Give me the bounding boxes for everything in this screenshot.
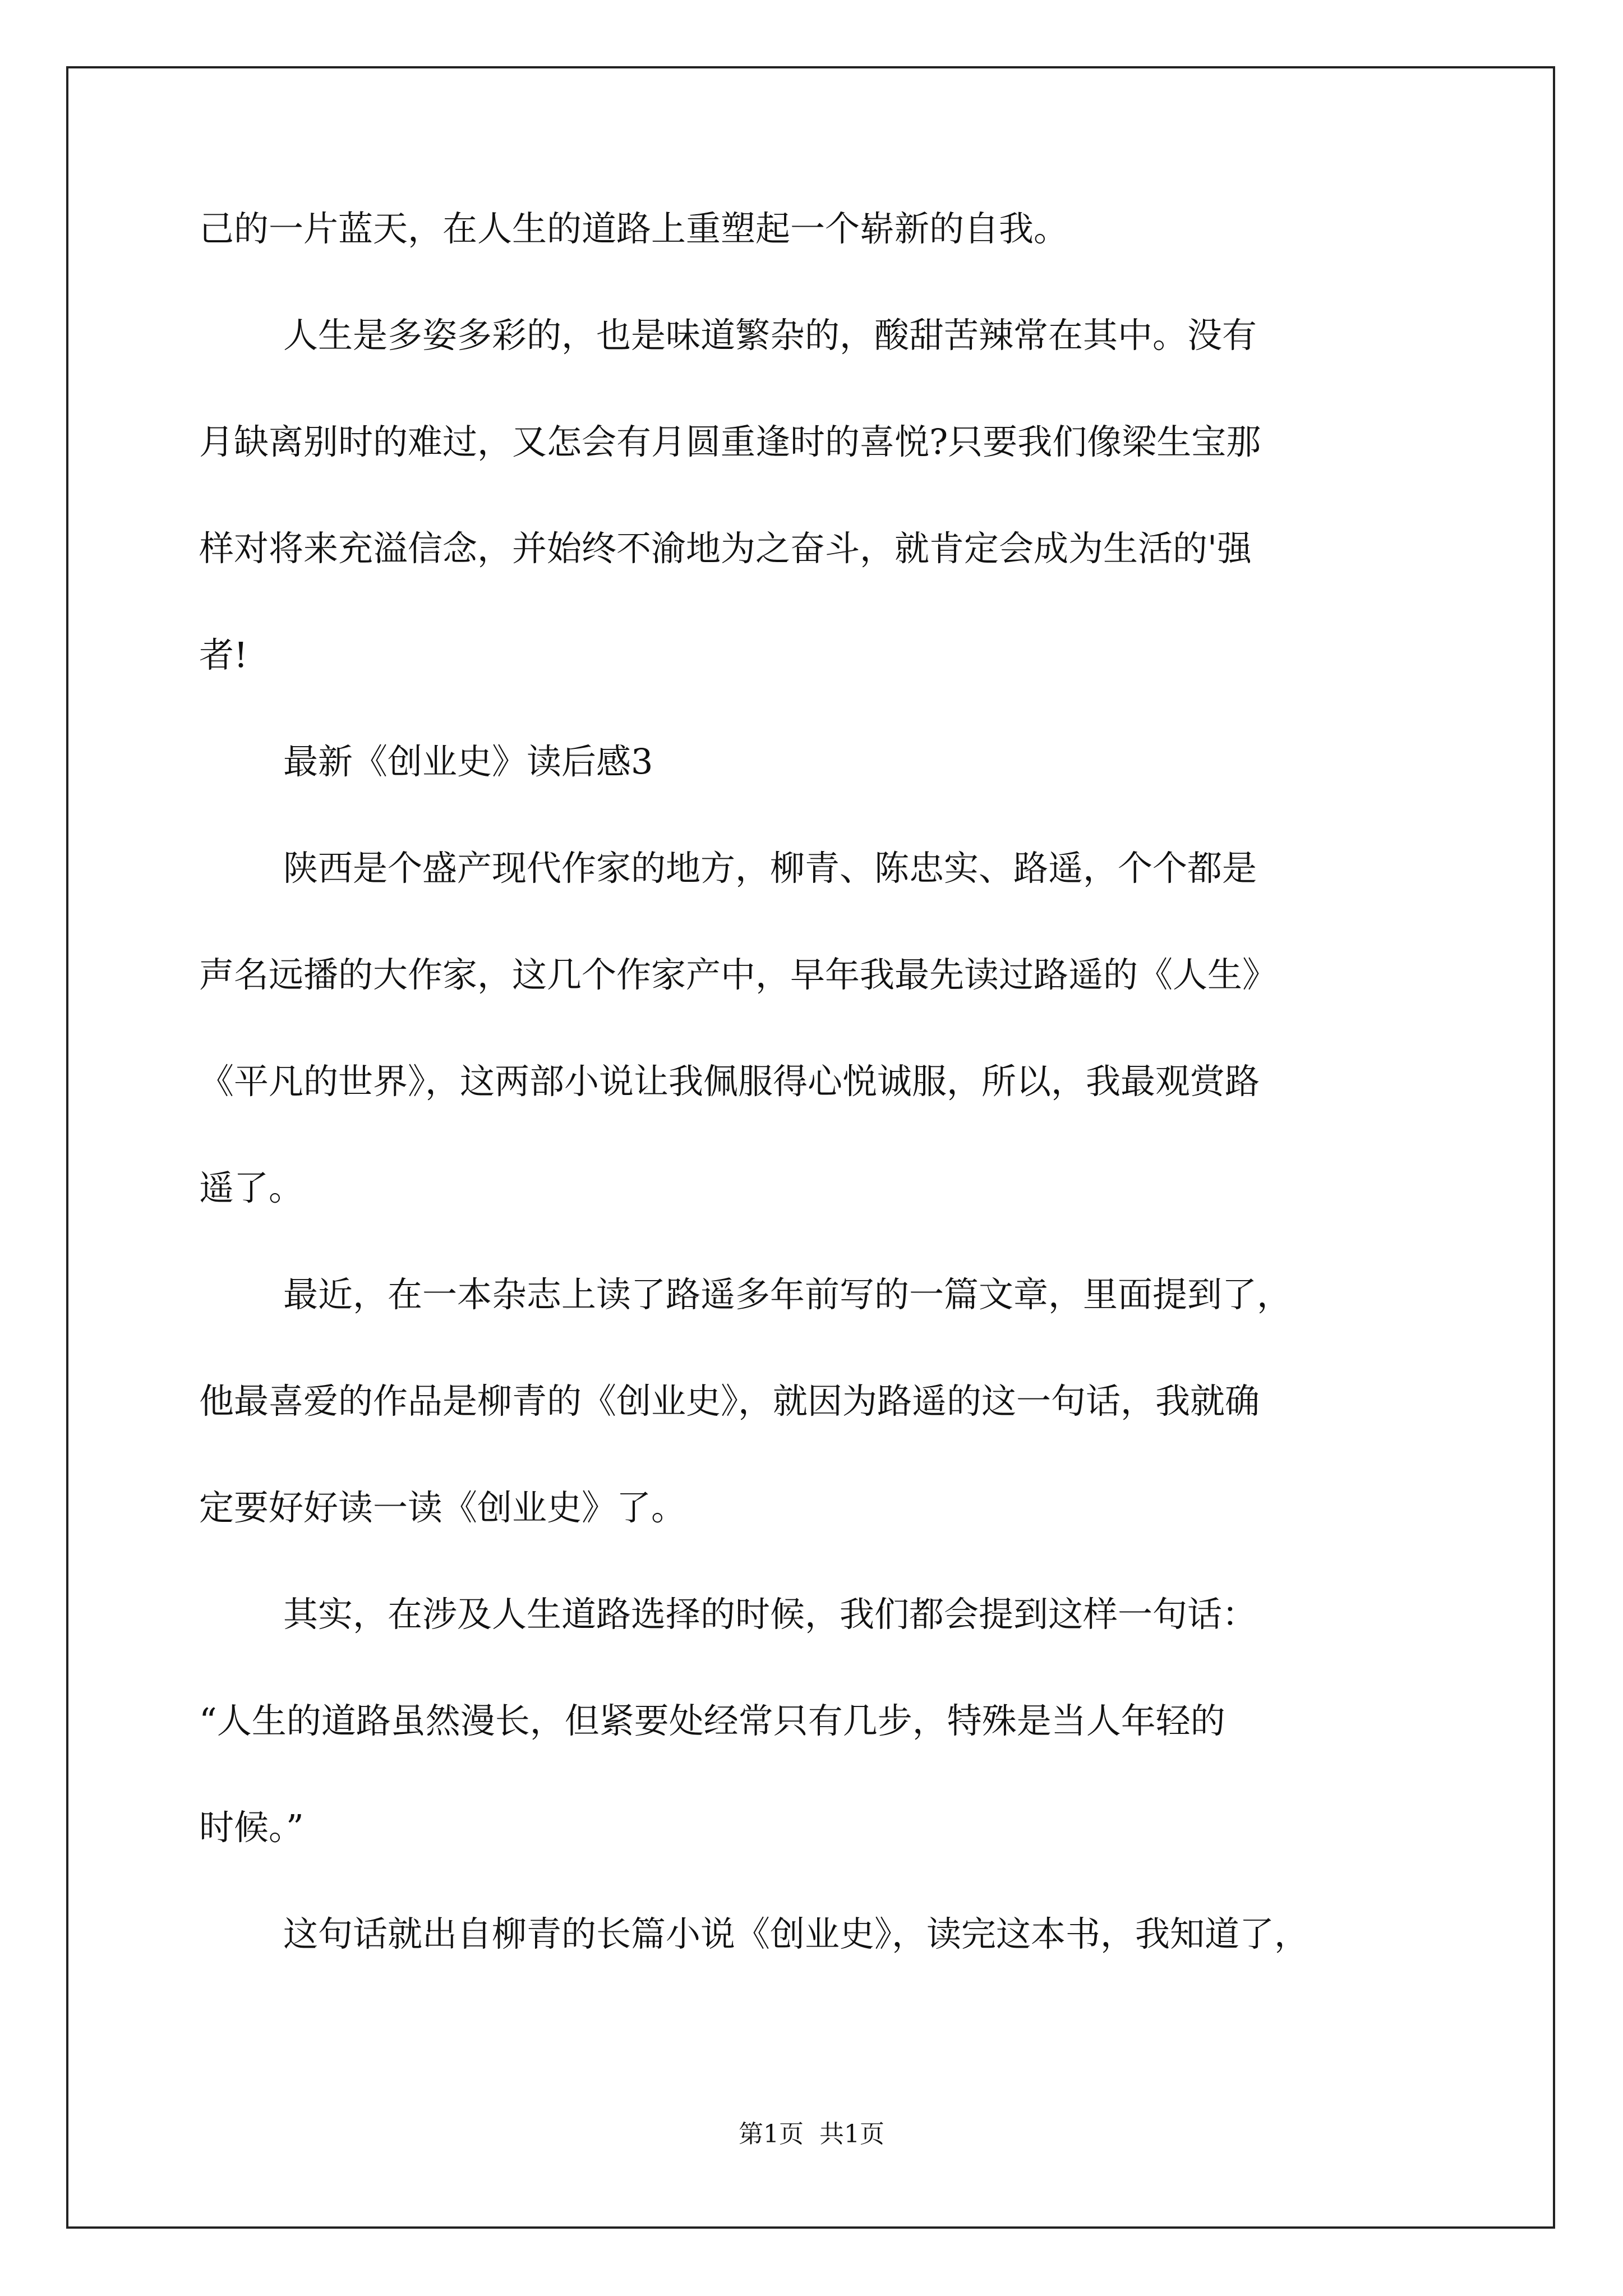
paragraph-line: 时候。” xyxy=(199,1807,304,1848)
paragraph-line: 声名远播的大作家，这几个作家产中，早年我最先读过路遥的《人生》 xyxy=(199,954,1278,995)
paragraph-line: 样对将来充溢信念，并始终不渝地为之奋斗，就肯定会成为生活的'强 xyxy=(199,528,1252,569)
paragraph-line: 人生是多姿多彩的，也是味道繁杂的，酸甜苦辣常在其中。没有 xyxy=(283,315,1257,356)
paragraph-line: 《平凡的世界》，这两部小说让我佩服得心悦诚服，所以，我最观赏路 xyxy=(199,1061,1260,1102)
paragraph-line: 最近，在一本杂志上读了路遥多年前写的一篇文章，里面提到了， xyxy=(283,1274,1292,1315)
paragraph-line: 他最喜爱的作品是柳青的《创业史》，就因为路遥的这一句话，我就确 xyxy=(199,1381,1260,1421)
paragraph-line: 己的一片蓝天，在人生的道路上重塑起一个崭新的自我。 xyxy=(199,208,1069,249)
paragraph-line: 定要好好读一读《创业史》了。 xyxy=(199,1487,686,1528)
paragraph-line: “人生的道路虽然漫长，但紧要处经常只有几步，特殊是当人年轻的 xyxy=(199,1700,1225,1741)
paragraph-line: 陕西是个盛产现代作家的地方，柳青、陈忠实、路遥，个个都是 xyxy=(283,848,1257,889)
page-footer: 第1页 共1页 xyxy=(739,2120,884,2148)
section-heading: 最新《创业史》读后感3 xyxy=(283,741,653,782)
document-body xyxy=(199,202,1427,1961)
paragraph-line: 遥了。 xyxy=(199,1167,304,1208)
paragraph-line: 其实，在涉及人生道路选择的时候，我们都会提到这样一句话： xyxy=(283,1594,1257,1635)
paragraph-line: 者! xyxy=(199,634,248,675)
paragraph-line: 这句话就出自柳青的长篇小说《创业史》，读完这本书，我知道了， xyxy=(283,1913,1310,1954)
paragraph-line: 月缺离别时的难过，又怎会有月圆重逢时的喜悦?只要我们像梁生宝那 xyxy=(199,421,1261,462)
